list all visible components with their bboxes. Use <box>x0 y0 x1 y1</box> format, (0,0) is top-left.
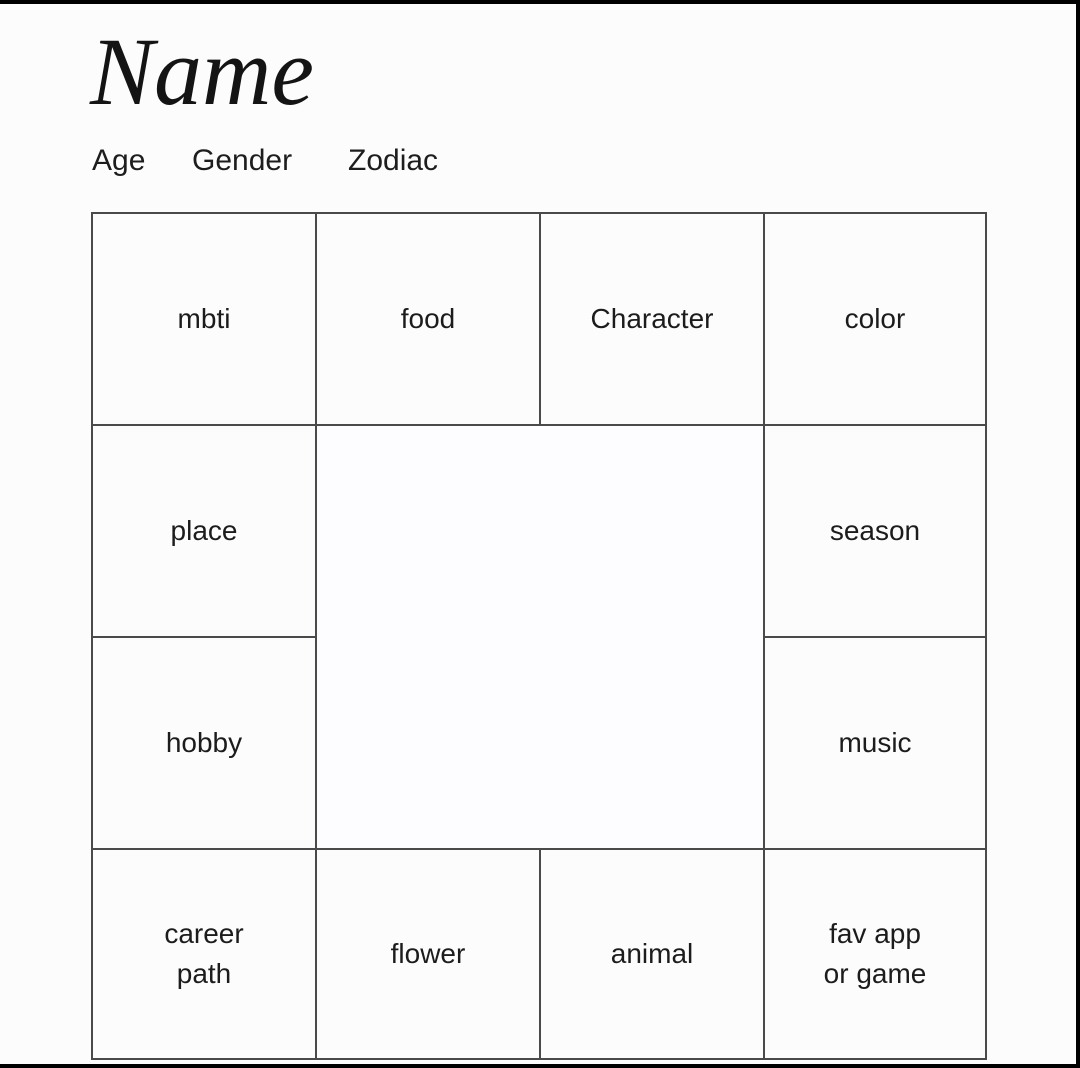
cell-animal: animal <box>539 848 765 1060</box>
cell-color: color <box>763 212 987 426</box>
cell-career-path: career path <box>91 848 317 1060</box>
cell-hobby: hobby <box>91 636 317 850</box>
gender-label: Gender <box>192 144 293 177</box>
cell-mbti: mbti <box>91 212 317 426</box>
cell-food: food <box>315 212 541 426</box>
center-blank-area <box>317 426 763 848</box>
cell-flower: flower <box>315 848 541 1060</box>
zodiac-label: Zodiac <box>348 144 439 177</box>
cell-music: music <box>763 636 987 850</box>
cell-character: Character <box>539 212 765 426</box>
cell-place: place <box>91 424 317 638</box>
name-heading: Name <box>90 18 314 125</box>
age-label: Age <box>92 144 146 177</box>
cell-season: season <box>763 424 987 638</box>
favorites-grid <box>91 212 987 1060</box>
cell-fav-app-or-game: fav app or game <box>763 848 987 1060</box>
template-page <box>0 4 1076 1064</box>
